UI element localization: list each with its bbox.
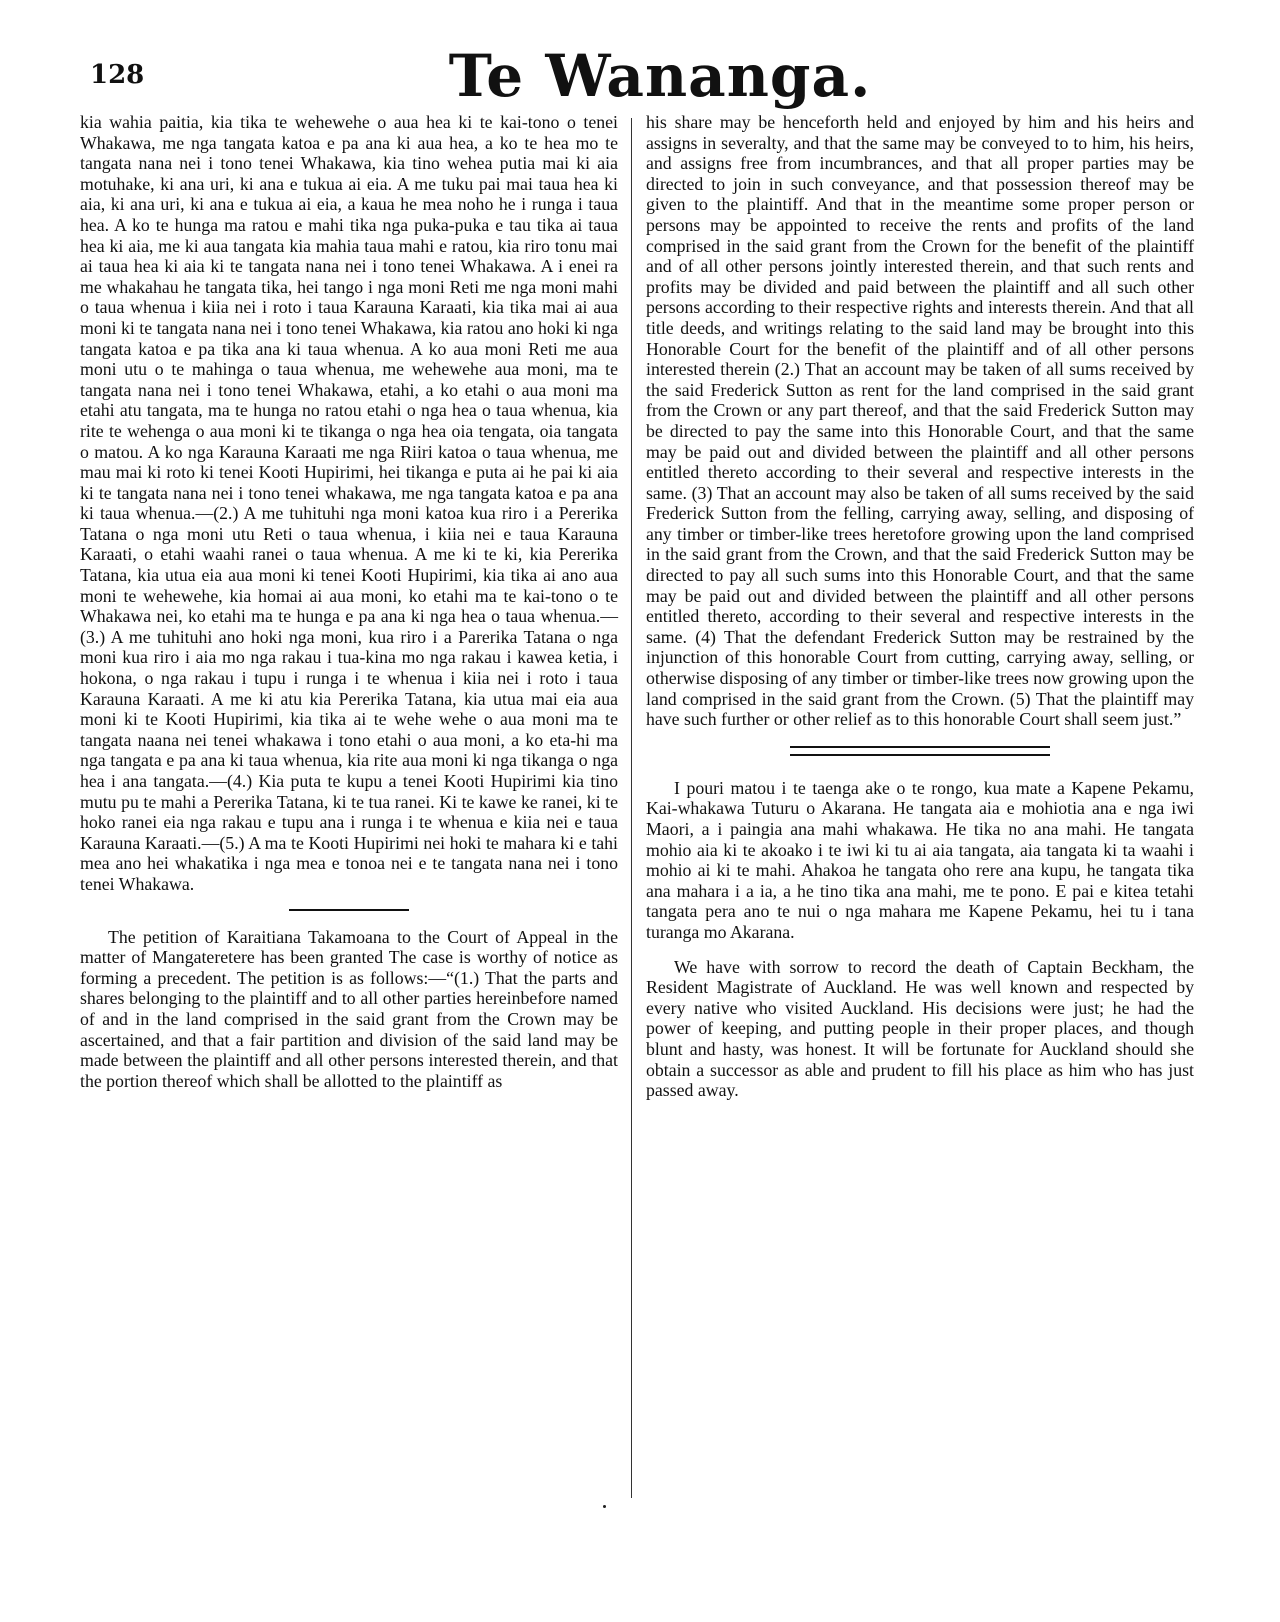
maori-petition-text: kia wahia paitia, kia tika te wehewehe o aua hea ki te kai-tono o tenei Whakawa, me nga tangata katoa e pa ana ki aua hea, a ko te hea mo te tangata nana nei i tono tenei Whakawa, kia tino wehea putia mai ki aia motuhake, ki ana uri, ki ana e tukua ai eia. A me tuku pai mai taua hea ki aia, ki ana uri, ki ana e tukua ai eia, a kaua he mea noho he i runga i taua hea. A ko te hunga ma ratou e mahi tika nga puka-puka e tau tika ai taua hea ki aia, me ki aua tangata kia mahia taua mahi e ratou, kia riro tonu mai ai taua hea ki aia ki te tangata nana nei i tono tenei Whakawa. A i enei ra me whakahau he tangata tika, hei tango i nga moni Reti me nga moni mahi o taua whenua i kiia nei i roto i taua Karauna Karaati, kia tika mai ai aua moni ki te tangata nana nei i tono tenei Whakawa, kia ratou ano hoki ki nga tangata katoa e pa tika ana ki taua whenua. A ko aua moni Reti me aua moni utu o te mahinga o taua whenua, me wehewehe aua moni, ma te tangata nana nei i tono tenei Whakawa, etahi, a ko etahi o aua moni ma etahi atu tangata, ma te hunga no ratou etahi o nga hea o taua whenua, kia rite te wehenga o aua moni ki te tikanga o nga hea oia tengata, oia tangata o matou. A ko nga Karauna Karaati me nga Riiri katoa o taua whenua, me mau mai ki roto ki tenei Kooti Hupirimi, hei tikanga e puta ai he pai ki aia ki te tangata nana nei i tono tenei whakawa, me nga tangata katoa e pa ana ki taua whenua.—(2.) A me tuhituhi nga moni katoa kua riro i a Pererika Tatana o nga moni utu Reti o taua whenua, i kiia nei e taua Karauna Karaati, o etahi waahi ranei o taua whenua. A me ki te ki, kia Pererika Tatana, kia utua eia aua moni ki tenei Kooti Hupirimi, kia tika ai ano aua moni te wehewehe, kia homai ai aua moni, ko etahi ma te kai-tono o te Whakawa nei, ko etahi ma te hunga e pa ana ki nga hea o taua whenua.—(3.) A me tuhituhi ano hoki nga moni, kua riro i a Parerika Tatana o nga moni kua riro i aia mo nga rakau i tua-kina mo nga rakau i kawea ketia, i hokona, o nga rakau i tupu i runga i te whenua i kiia nei i roto i taua Karauna Karaati. A me ki atu kia Pererika Tatana, kia utua mai eia aua moni ki te Kooti Hupirimi, kia tika ai te wehe wehe o aua moni ma te tangata naana nei tenei whakawa i tono etahi o aua moni, a ko eta-hi ma nga tangata e pa ana ki taua whenua, kia rite aua moni ki nga tikanga o nga hea i ana tangata.—(4.) Kia puta te kupu a tenei Kooti Hupirimi kia tino mutu pu te mahi a Pererika Tatana, ki te tua ranei. Ki te kawe ke ranei, ki te hoko ranei eia nga rakau e tupu ana i runga i te whenua e kiia nei e taua Karauna Karaati.—(5.) A ma te Kooti Hupirimi nei hoki te mahara ki e tahi mea ano hei whakatika i nga mea e tonoa nei e te tangata nana nei i tono tenei Whakawa. — [80, 112, 618, 894]
print-mark — [603, 1505, 606, 1508]
maori-obituary: I pouri matou i te taenga ake o te rongo, kua mate a Kapene Pekamu, Kai-whakawa Tuturu o Akarana. He tangata aia e mohiotia ana e nga iwi Maori, a i paingia ana mahi whakawa. He tika no ana mahi. He tangata mohio aia ki te akoako i te iwi ki tu ai aia tangata, aia tangata ki ta waahi i mohio ai ki te mahi. Ahakoa he tangata oho rere ana kupu, he tangata tika ana mahara i a ia, a he tino tika ana mahi, me te pono. E pai e kitea tetahi tangata pera ano te nui o nga mahara me Kapene Pekamu, hei tu i tana turanga mo Akarana. — [646, 777, 1194, 942]
newspaper-title: Te Wananga. — [448, 42, 872, 110]
section-divider — [289, 909, 409, 911]
english-petition-continued: his share may be henceforth held and enjoyed by him and his heirs and assigns in severalty, and that the same may be conveyed to to him, his heirs, and assigns free from incumbrances, and that all proper parties may be directed to join in such conveyance, and that possession thereof may be given to the plaintiff. And that in the meantime some proper person or persons may be appointed to receive the rents and profits of the land comprised in the said grant from the Crown for the benefit of the plaintiff and of all other persons jointly interested therein, and that such rents and profits may be divided and paid between the plaintiff and all such other persons according to their respective rights and interests therein. And that all title deeds, and writings relating to the said land may be brought into this Honorable Court for the benefit of the plaintiff and of all other persons interested therein (2.) That an account may be taken of all sums received by the said Frederick Sutton as rent for the land comprised in the said grant from the Crown or any part thereof, and that the said Frederick Sutton may be directed to pay the same into this Honorable Court, and that the same may be paid out and divided between the plaintiff and all other persons entitled thereto according to their several and respective interests in the same. (3) That an account may also be taken of all sums received by the said Frederick Sutton from the felling, carrying away, selling, and disposing of any timber or timber-like trees heretofore growing upon the land comprised in the said grant from the Crown, and that the said Frederick Sutton may be directed to pay all such sums into this Honorable Court, and that the same may be paid out and divided between the plaintiff and all other persons entitled thereto, according to their several and respective interests in the same. (4) That the defendant Frederick Sutton may be restrained by the injunction of this honorable Court from cutting, carrying away, selling, or otherwise disposing of any timber or timber-like trees now growing upon the land comprised in the said grant from the Crown. (5) That the plaintiff may have such further or other relief as to this honorable Court shall seem just.” — [646, 112, 1194, 730]
english-petition-intro: The petition of Karaitiana Takamoana to the Court of Appeal in the matter of Mangateretere has been granted The case is worthy of notice as forming a precedent. The petition is as follows:—“(1.) That the parts and shares belonging to the plaintiff and to all other parties hereinbefore named of and in the land comprised in the said grant from the Crown may be ascertained, and that a fair partition and division of the said land may be made between the plaintiff and all other persons interested therein, and that the portion thereof which shall be allotted to the plaintiff as — [80, 926, 618, 1091]
column-divider — [631, 118, 632, 1498]
double-rule-divider — [790, 746, 1050, 756]
english-obituary: We have with sorrow to record the death of Captain Beckham, the Resident Magistrate of Auckland. He was well known and respected by every native who visited Auckland. His decisions were just; he had the power of keeping, and putting people in their proper places, and though blunt and hasty, was honest. It will be fortunate for Auckland should she obtain a successor as able and prudent to fill his place as him who has just passed away. — [646, 956, 1194, 1101]
page-number: 128 — [90, 60, 145, 90]
right-column — [646, 112, 1194, 1101]
left-column — [80, 112, 618, 1091]
